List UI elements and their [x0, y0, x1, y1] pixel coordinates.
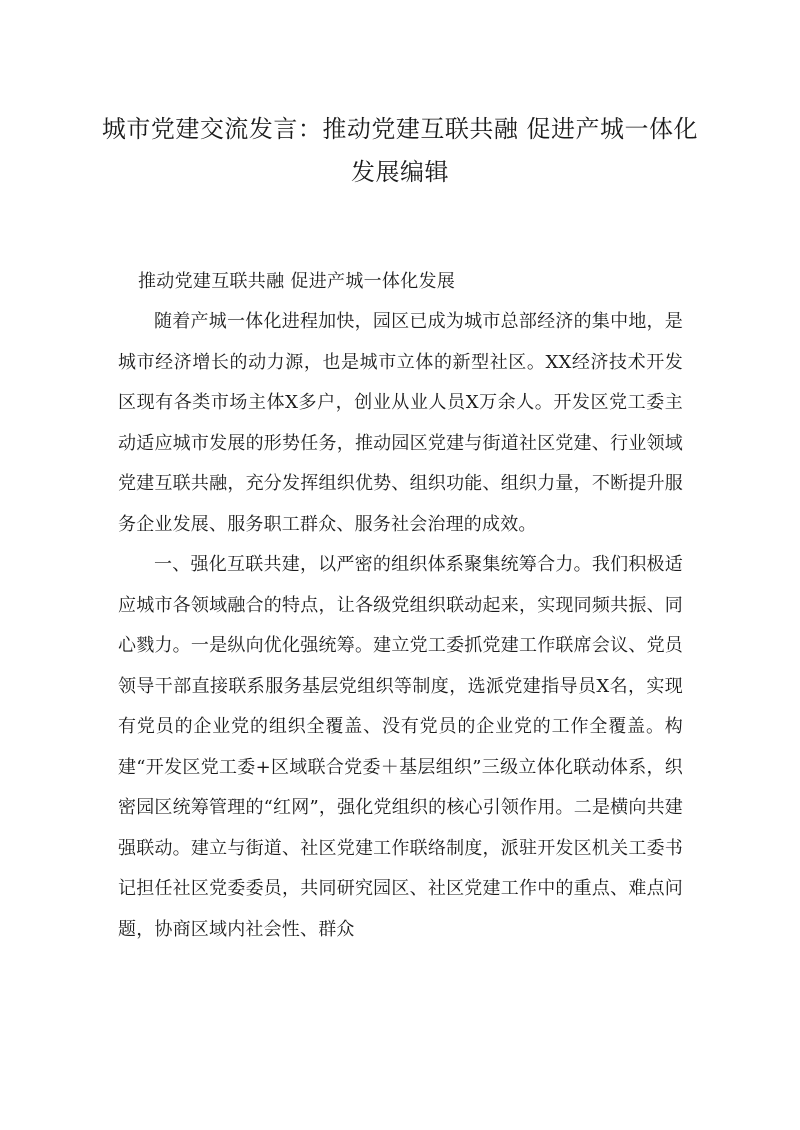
document-body — [118, 264, 683, 950]
document-subtitle: 推动党建互联共融 促进产城一体化发展 — [138, 271, 456, 292]
paragraph-section-1: 一、强化互联共建，以严密的组织体系聚集统筹合力。我们积极适应城市各领域融合的特点，让各级党组织联动起来，实现同频共振、同心戮力。一是纵向优化强统筹。建立党工委抓党建工作联席会议、党员领导干部直接联系服务基层党组织等制度，选派党建指导员X名，实现有党员的企业党的组织全覆盖、没有党员的企业党的工作全覆盖。构建“开发区党工委+区域联合党委＋基层组织”三级立体化联动体系，织密园区统筹管理的“红网”，强化党组织的核心引领作用。二是横向共建强联动。建立与街道、社区党建工作联络制度，派驻开发区机关工委书记担任社区党委委员，共同研究园区、社区党建工作中的重点、难点问题，协商区域内社会性、群众 — [118, 554, 683, 940]
paragraph-intro: 随着产城一体化进程加快，园区已成为城市总部经济的集中地，是城市经济增长的动力源，也是城市立体的新型社区。XX经济技术开发区现有各类市场主体X多户，创业从业人员X万余人。开发区党工委主动适应城市发展的形势任务，推动园区党建与街道社区党建、行业领域党建互联共融，充分发挥组织优势、组织功能、组织力量，不断提升服务企业发展、服务职工群众、服务社会治理的成效。 — [118, 311, 683, 535]
document-title: 城市党建交流发言：推动党建互联共融 促进产城一体化发展编辑 — [101, 115, 699, 186]
